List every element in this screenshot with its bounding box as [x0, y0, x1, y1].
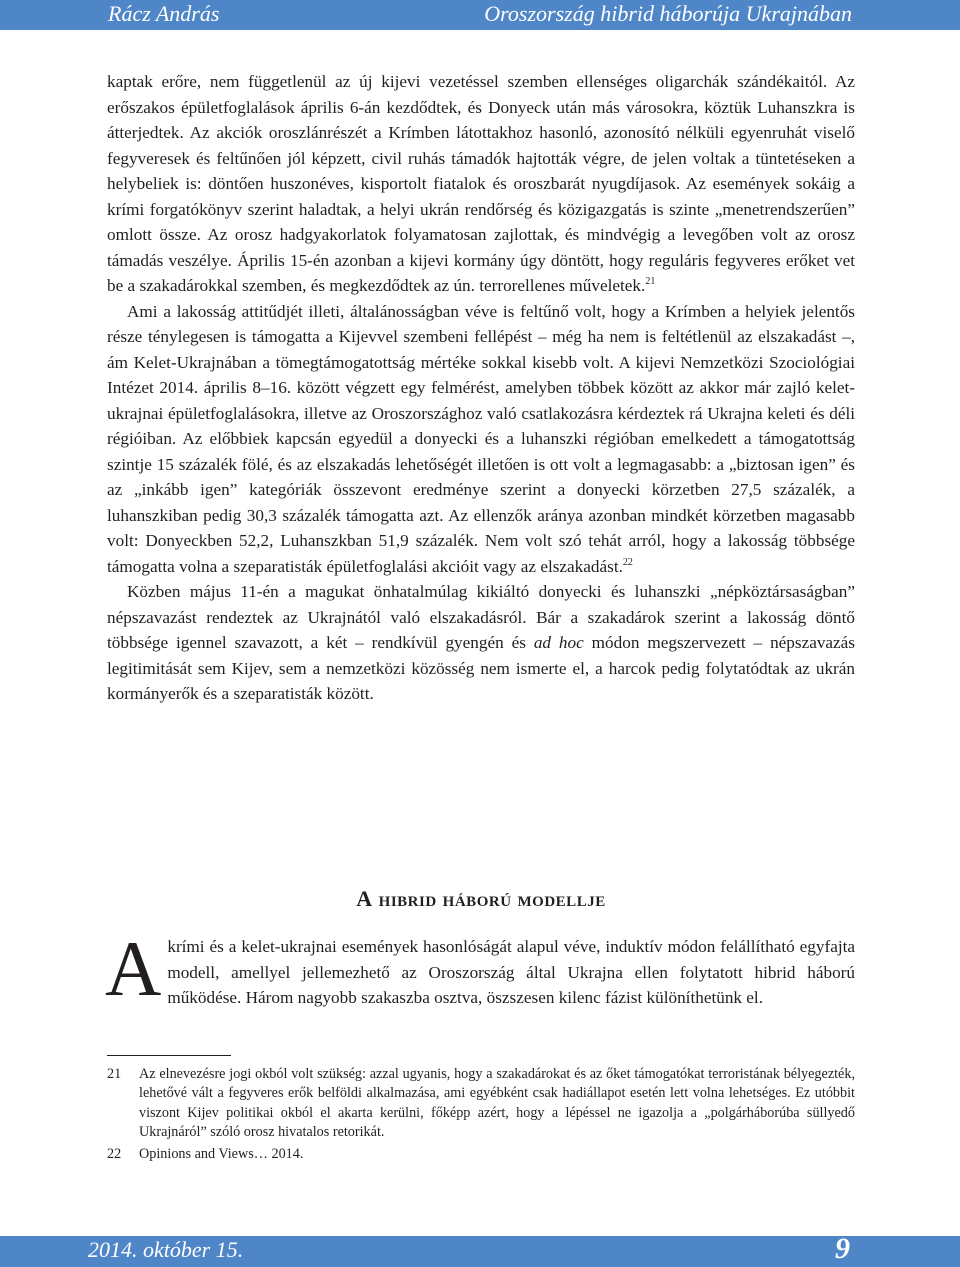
footnote-number: 22: [107, 1145, 122, 1162]
paragraph-3: [107, 579, 855, 707]
main-body-text: [107, 69, 855, 707]
footnote-text: Opinions and Views… 2014.: [139, 1145, 304, 1162]
section-intro-paragraph: [105, 925, 855, 1012]
running-footer: [0, 1232, 960, 1267]
footnote-number: 21: [107, 1066, 122, 1082]
section-heading: [107, 886, 855, 912]
paragraph-2-text: Ami a lakosság attitűdjét illeti, általánosságban véve is feltűnő volt, hogy a Krímben a helyiek jelentős része ténylegesen is támogatta a Kijevvel szembeni fellépést – még ha nem is feltétlenül az elszakadást –, ám Kelet-Ukrajnában a tömegtámogatottság mértéke sokkal kisebb volt. A kijevi Nemzetközi Szociológiai Intézet 2014. április 8–16. között végzett egy felmérést, amelyben többek között az akkor már zajló kelet-ukrajnai épületfoglalásokra, illetve az Oroszországhoz való csatlakozásra kérdeztek rá Ukrajna keleti és déli régióiban. Az előbbiek kapcsán egyedül a donyecki és a luhanszki régióban emelkedett a támogatottság szintje 15 százalék fölé, és az elszakadás lehetőségét illetően is ott volt a legmagasabb: a „biztosan igen” és az „inkább igen” kategóriák összevont eredménye szerint a donyecki körzetben 27,5 százalék, a luhanszkiban pedig 30,3 százalék támogatta azt. Az ellenzők aránya azonban mindkét körzetben magasabb volt: Donyeckben 52,2, Luhanszkban 51,9 százalék. Nem volt szó tehát arról, hogy a lakosság többsége támogatta volna a szeparatisták épületfoglalási akcióit vagy az elszakadást.: [107, 301, 855, 576]
footnote-ref-22[interactable]: 22: [622, 556, 633, 568]
paragraph-1-text: kaptak erőre, nem függetlenül az új kijevi vezetéssel szemben ellenséges oligarchák szándékaitól. Az erőszakos épületfoglalások április 6-án kezdődtek, és Donyeck után más városokra, köztük Luhanszkra is átterjedtek. Az akciók oroszlánrészét a Krímben látottakhoz hasonló, azonosító nélküli egyenruhát viselő fegyveresek és feltűnően jól képzett, civil ruhás támadók hajtották végre, de jelen voltak a tüntetéseken a helybeliek is: döntően huszonéves, kisportolt fiatalok és oroszbarát nyugdíjasok. Az események sokáig a krími forgatókönyv szerint haladtak, a helyi ukrán rendőrség és közigazgatás is szinte „menetrendszerűen” omlott össze. Az orosz hadgyakorlatok folyamatosan zajlottak, és mindvégig a levegőben volt az orosz támadás veszélye. Április 15-én azonban a kijevi kormány úgy döntött, hogy reguláris fegyveres erőket vet be a szakadárokkal szemben, és megkezdődtek az ún. terrorellenes műveletek.: [107, 72, 855, 295]
paragraph-3-text-b: módon megszervezett – népszavazás legitimitását sem Kijev, sem a nemzetközi közösség nem ismerte el, a harcok pedig folytatódtak az ukrán kormányerők és a szeparatisták között.: [107, 633, 855, 703]
paragraph-3-text-a: Közben május 11-én a magukat önhatalmúlag kikiáltó donyecki és luhanszki „népköztársaságban” népszavazást rendeztek az Ukrajnától való elszakadásról. Bár a szakadárok szerint a lakosság döntő többsége igennel szavazott, a két – rendkívül gyengén és: [107, 582, 855, 652]
footnotes: [107, 1065, 855, 1166]
page-number: 9: [835, 1232, 850, 1265]
section-intro-text: krími és a kelet-ukrajnai események hasonlóságát alapul véve, induktív módon felállítható egyfajta modell, amellyel jellemezhető az Oroszország által Ukrajna ellen folytatott hibrid háború működése. Három nagyobb szakaszba osztva, öszszesen kilenc fázist különíthetünk el.: [167, 937, 855, 1007]
drop-cap-letter: A: [105, 925, 162, 1012]
paragraph-2: [107, 299, 855, 580]
section-heading-initial: A: [356, 886, 373, 911]
running-header: [0, 0, 960, 30]
footnote-21: [107, 1065, 855, 1143]
footnote-text: Az elnevezésre jogi okból volt szükség: azzal ugyanis, hogy a szakadárokat és az őket támogatókat terroristának bélyegezték, lehetővé vált a fegyveres erők belföldi alkalmazása, ami egyébként csak hadiállapot esetén lett volna lehetséges. Ez utóbbit viszont Kijev politikai okból el akarta kerülni, főképp azért, hogy a lépéssel ne igazolja a „polgárháborúba süllyedő Ukrajnáról” szóló orosz hivatalos retorikát.: [139, 1066, 855, 1141]
header-author: Rácz András: [108, 1, 220, 26]
header-title: Oroszország hibrid háborúja Ukrajnában: [484, 1, 852, 26]
section-heading-rest: hibrid háború modellje: [372, 886, 606, 911]
footnote-ref-21[interactable]: 21: [645, 276, 656, 287]
paragraph-1: [107, 69, 855, 299]
footnote-divider: [107, 1055, 231, 1056]
paragraph-3-italic: ad hoc: [533, 633, 584, 652]
footnote-22: [107, 1145, 855, 1164]
footer-date: 2014. október 15.: [88, 1237, 244, 1262]
